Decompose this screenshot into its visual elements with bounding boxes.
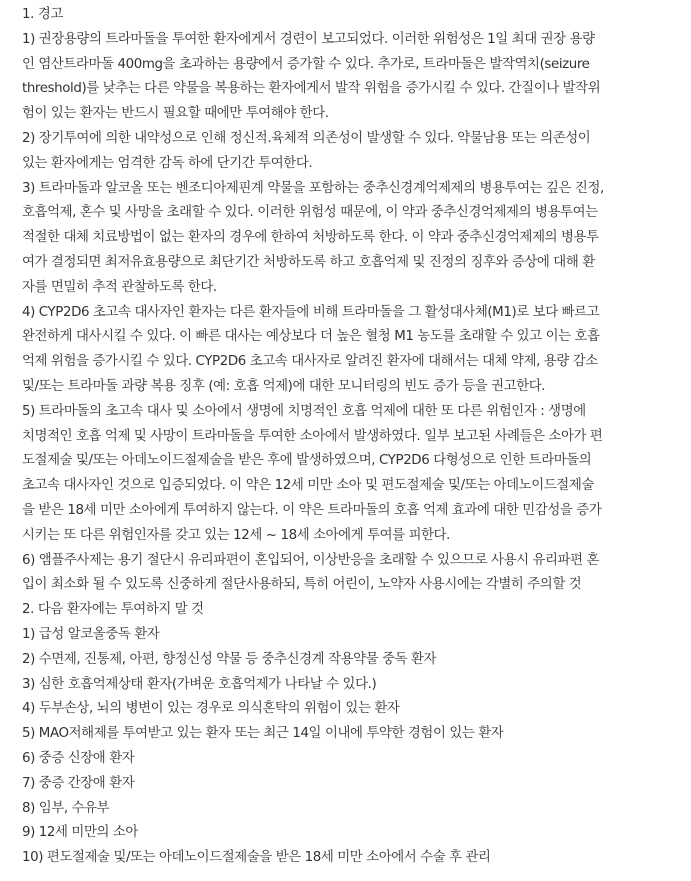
- text-line: 2) 장기투여에 의한 내약성으로 인해 정신적.육체적 의존성이 발생할 수 있다. 약물남용 또는 의존성이: [22, 130, 591, 146]
- text-line: 있는 환자에게는 엄격한 감독 하에 단기간 투여한다.: [22, 155, 313, 171]
- text-line: threshold)를 낮추는 다른 약물을 복용하는 환자에게서 발작 위험을 증가시킬 수 있다. 간질이나 발작위: [22, 81, 601, 97]
- text-line: 4) CYP2D6 초고속 대사자인 환자는 다른 환자들에 비해 트라마돌을 그 활성대사체(M1)로 보다 빠르고: [22, 304, 600, 320]
- text-line: 치명적인 호흡 억제 및 사망이 트라마돌을 투여한 소아에서 발생하였다. 일부 보고된 사례들은 소아가 편: [22, 428, 603, 444]
- text-line: 험이 있는 환자는 반드시 필요할 때에만 투여해야 한다.: [22, 106, 329, 122]
- text-line: 5) 트라마돌의 초고속 대사 및 소아에서 생명에 치명적인 호흡 억제에 대한 또 다른 위험인자 : 생명에: [22, 403, 586, 419]
- text-line: 을 받은 18세 미만 소아에게 투여하지 않는다. 이 약은 트라마돌의 호흡 억제 효과에 대한 민감성을 증가: [22, 502, 602, 518]
- list-item: 10) 편도절제술 및/또는 아데노이드절제술을 받은 18세 미만 소아에서 수술 후 관리: [22, 850, 491, 866]
- text-line: 및/또는 트라마돌 과량 복용 징후 (예: 호흡 억제)에 대한 모니터링의 빈도 증가 등을 권고한다.: [22, 378, 546, 394]
- list-item: 6) 중증 신장애 환자: [22, 750, 135, 766]
- text-line: 3) 트라마돌과 알코올 또는 벤조디아제핀계 약물을 포함하는 중추신경계억제제의 병용투여는 깊은 진정,: [22, 180, 604, 196]
- list-item: 1) 급성 알코올중독 환자: [22, 626, 160, 642]
- list-item: 4) 두부손상, 뇌의 병변이 있는 경우로 의식혼탁의 위험이 있는 환자: [22, 701, 400, 717]
- text-line: 적절한 대체 치료방법이 없는 환자의 경우에 한하여 처방하도록 한다. 이 약과 중추신경억제제의 병용투: [22, 230, 599, 246]
- text-line: 자를 면밀히 추적 관찰하도록 한다.: [22, 279, 217, 295]
- list-item: 8) 임부, 수유부: [22, 800, 110, 816]
- section-heading-contraindications: 2. 다음 환자에는 투여하지 말 것: [22, 602, 204, 618]
- list-item: 5) MAO저해제를 투여받고 있는 환자 또는 최근 14일 이내에 투약한 경험이 있는 환자: [22, 726, 504, 742]
- list-item: 3) 심한 호흡억제상태 환자(가벼운 호흡억제가 나타날 수 있다.): [22, 676, 377, 692]
- text-line: 여가 결정되면 최저유효용량으로 최단기간 처방하도록 하고 호흡억제 및 진정의 징후와 증상에 대해 환: [22, 254, 595, 270]
- list-item: 2) 수면제, 진통제, 아편, 향정신성 약물 등 중추신경계 작용약물 중독 환자: [22, 651, 437, 667]
- text-line: 인 염산트라마돌 400mg을 초과하는 용량에서 증가할 수 있다. 추가로, 트라마돌은 발작역치(seizure: [22, 56, 590, 72]
- text-line: 초고속 대사자인 것으로 입증되었다. 이 약은 12세 미만 소아 및 편도절제술 및/또는 아데노이드절제술: [22, 478, 594, 494]
- text-line: 완전하게 대사시킬 수 있다. 이 빠른 대사는 예상보다 더 높은 혈청 M1 농도를 초래할 수 있고 이는 호흡: [22, 329, 600, 345]
- list-item: 9) 12세 미만의 소아: [22, 825, 138, 841]
- list-item: 7) 중증 간장애 환자: [22, 775, 135, 791]
- text-line: 입이 최소화 될 수 있도록 신중하게 절단사용하되, 특히 어린이, 노약자 사용시에는 각별히 주의할 것: [22, 577, 582, 593]
- text-line: 1) 권장용량의 트라마돌을 투여한 환자에게서 경련이 보고되었다. 이러한 위험성은 1일 최대 권장 용량: [22, 31, 595, 47]
- text-line: 도절제술 및/또는 아데노이드절제술을 받은 후에 발생하였으며, CYP2D6 다형성으로 인한 트라마돌의: [22, 453, 592, 469]
- text-line: 시키는 또 다른 위험인자를 갖고 있는 12세 ~ 18세 소아에게 투여를 피한다.: [22, 527, 451, 543]
- section-heading-warnings: 1. 경고: [22, 7, 63, 22]
- text-line: 6) 앰플주사제는 용기 절단시 유리파편이 혼입되어, 이상반응을 초래할 수 있으므로 사용시 유리파편 혼: [22, 552, 600, 568]
- text-line: 호흡억제, 혼수 및 사망을 초래할 수 있다. 이러한 위험성 때문에, 이 약과 중추신경억제제의 병용투여는: [22, 205, 598, 221]
- text-line: 억제 위험을 증가시킬 수 있다. CYP2D6 초고속 대사자로 알려진 환자에 대해서는 대체 약제, 용량 감소: [22, 354, 598, 370]
